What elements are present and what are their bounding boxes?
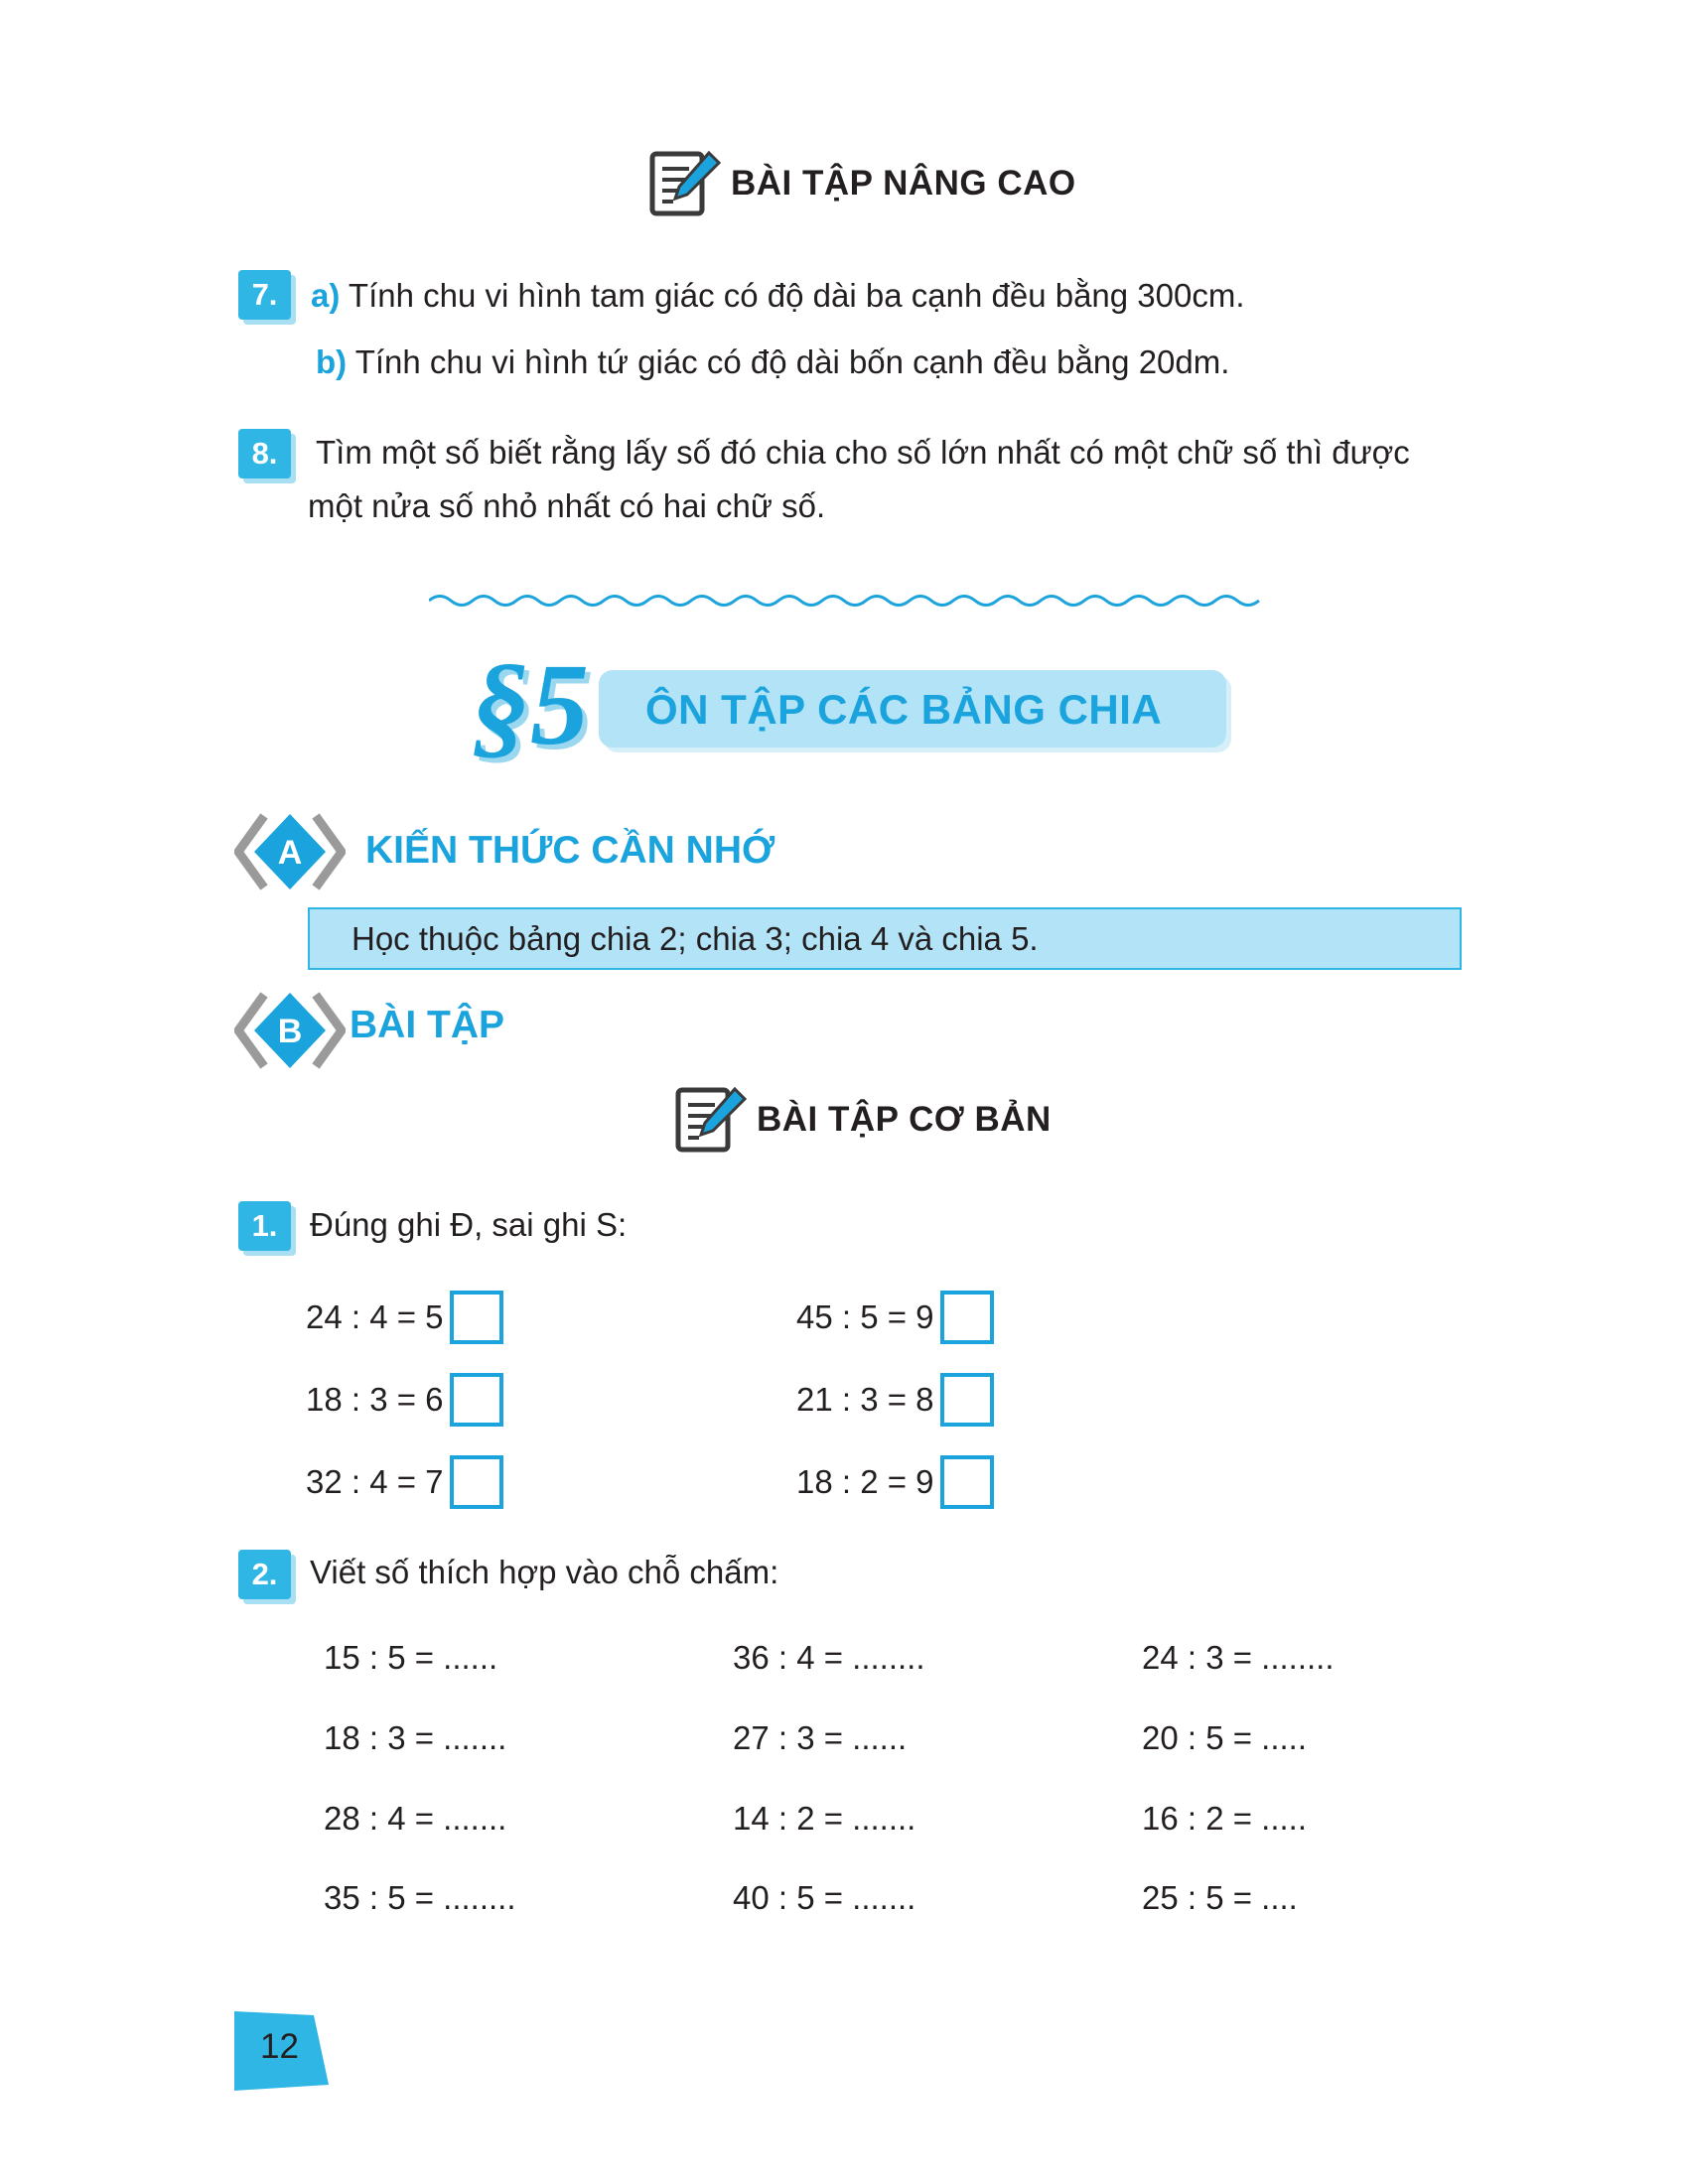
question-7-badge: 7. [238, 270, 291, 320]
question-7b: b) Tính chu vi hình tứ giác có độ dài bốn cạnh đều bằng 20dm. [316, 343, 1230, 380]
question-8-line-2: một nửa số nhỏ nhất có hai chữ số. [308, 487, 826, 524]
knowledge-note-text: Học thuộc bảng chia 2; chia 3; chia 4 và chia 5. [352, 920, 1039, 957]
answer-box[interactable] [450, 1455, 503, 1509]
question-8-line-1: Tìm một số biết rằng lấy số đó chia cho số lớn nhất có một chữ số thì được [316, 434, 1410, 471]
part-a-title: KIẾN THỨC CẦN NHỚ [365, 829, 775, 872]
part-b-marker [234, 989, 346, 1072]
notebook-pencil-icon [649, 149, 723, 218]
tf-row-left-2: 18 : 3 = 6 [306, 1373, 503, 1427]
advanced-exercises-title: BÀI TẬP NÂNG CAO [731, 164, 1076, 203]
page-number: 12 [260, 2027, 299, 2066]
section-number: §5 [472, 639, 589, 769]
tf-row-right-1: 45 : 5 = 9 [796, 1291, 994, 1344]
tf-row-right-3: 18 : 2 = 9 [796, 1455, 994, 1509]
fill-item: 25 : 5 = .... [1142, 1879, 1298, 1916]
fill-item: 28 : 4 = ....... [324, 1800, 507, 1837]
tf-row-left-3: 32 : 4 = 7 [306, 1455, 503, 1509]
part-a-marker [234, 810, 346, 893]
fill-item: 27 : 3 = ...... [733, 1719, 908, 1756]
tf-row-right-2: 21 : 3 = 8 [796, 1373, 994, 1427]
fill-item: 16 : 2 = ..... [1142, 1800, 1308, 1837]
question-2-text: Viết số thích hợp vào chỗ chấm: [310, 1554, 779, 1590]
question-1-text: Đúng ghi Đ, sai ghi S: [310, 1206, 628, 1243]
fill-item: 35 : 5 = ........ [324, 1879, 516, 1916]
page-number-tab [234, 2011, 329, 2091]
question-1-badge: 1. [238, 1201, 291, 1251]
basic-exercises-heading [675, 1085, 1052, 1155]
part-b-letter: B [277, 1013, 303, 1050]
answer-box[interactable] [450, 1373, 503, 1427]
fill-item: 36 : 4 = ........ [733, 1639, 925, 1676]
section-title: ÔN TẬP CÁC BẢNG CHIA [645, 686, 1163, 733]
fill-item: 24 : 3 = ........ [1142, 1639, 1335, 1676]
fill-item: 15 : 5 = ...... [324, 1639, 498, 1676]
answer-box[interactable] [450, 1291, 503, 1344]
tf-row-left-1: 24 : 4 = 5 [306, 1291, 503, 1344]
question-2-badge: 2. [238, 1550, 291, 1599]
part-a-letter: A [277, 834, 303, 872]
question-8-badge: 8. [238, 429, 291, 478]
knowledge-note-box [308, 907, 1462, 970]
fill-item: 14 : 2 = ....... [733, 1800, 916, 1837]
basic-exercises-title: BÀI TẬP CƠ BẢN [757, 1100, 1052, 1139]
answer-box[interactable] [940, 1455, 994, 1509]
part-b-title: BÀI TẬP [350, 1004, 504, 1046]
notebook-pencil-icon [675, 1085, 749, 1155]
fill-item: 20 : 5 = ..... [1142, 1719, 1308, 1756]
answer-box[interactable] [940, 1291, 994, 1344]
advanced-exercises-heading [649, 149, 1076, 218]
wavy-divider [429, 590, 1269, 612]
fill-item: 18 : 3 = ....... [324, 1719, 507, 1756]
answer-box[interactable] [940, 1373, 994, 1427]
fill-item: 40 : 5 = ....... [733, 1879, 916, 1916]
question-7a: a) Tính chu vi hình tam giác có độ dài ba cạnh đều bằng 300cm. [311, 277, 1245, 314]
